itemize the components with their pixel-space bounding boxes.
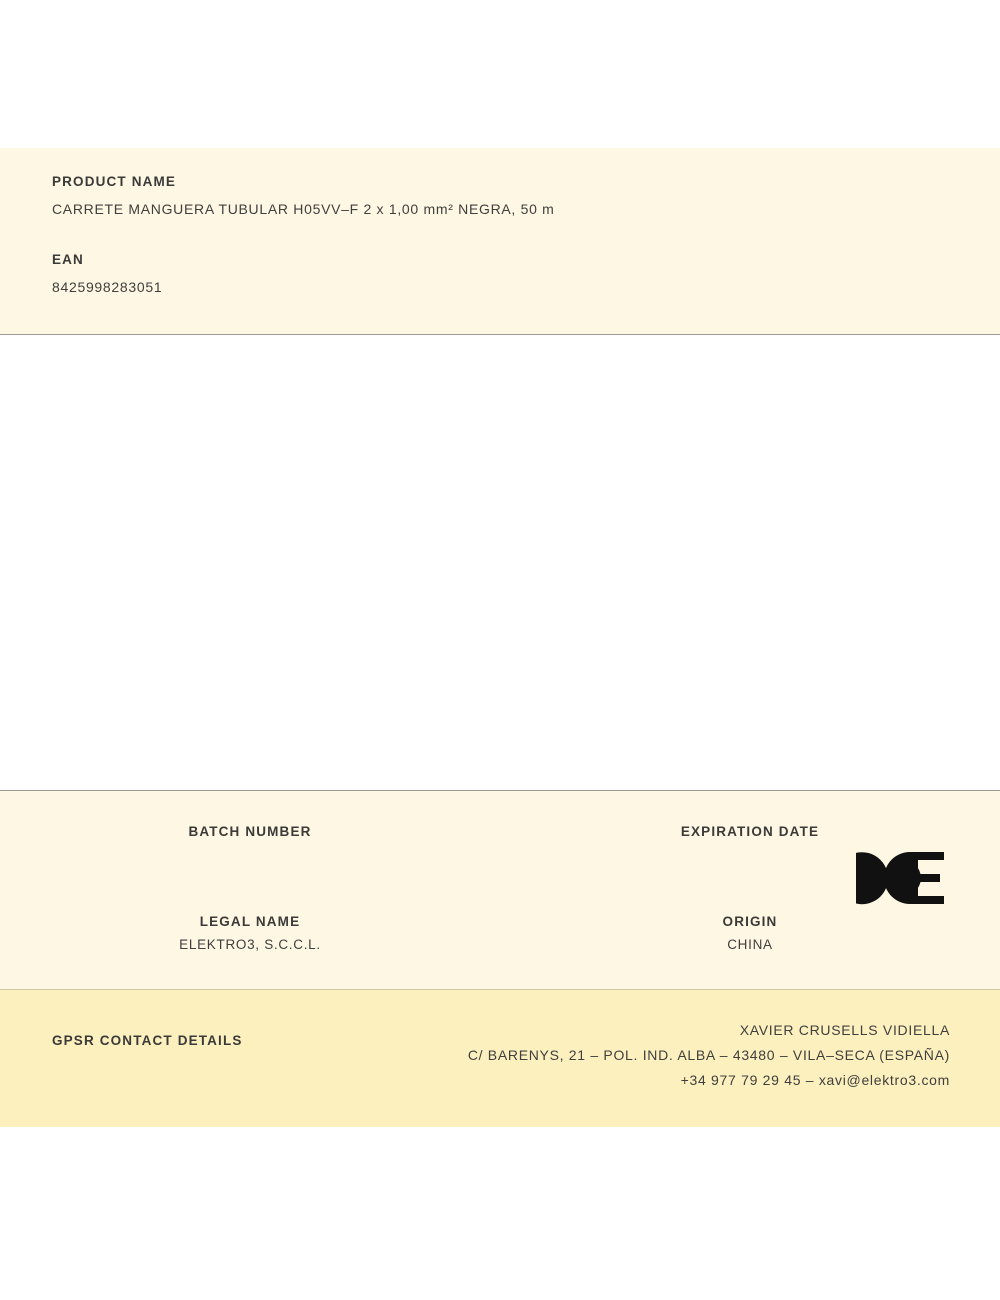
product-name-label: PRODUCT NAME: [52, 174, 177, 189]
legal-origin-row: [0, 914, 1000, 952]
legal-name-label: LEGAL NAME: [199, 914, 301, 929]
gpsr-contact-label: GPSR CONTACT DETAILS: [52, 1033, 243, 1048]
batch-expiration-row: [0, 824, 1000, 861]
compliance-info-band: [0, 790, 1000, 990]
gpsr-contact-band: [0, 990, 1000, 1127]
legal-name-cell: [0, 914, 500, 952]
batch-number-cell: [0, 824, 500, 861]
gpsr-contact-address: C/ BARENYS, 21 – POL. IND. ALBA – 43480 – VILA–SECA (ESPAÑA): [467, 1047, 950, 1063]
batch-number-label: BATCH NUMBER: [188, 824, 312, 839]
ean-value: 8425998283051: [52, 279, 163, 295]
blank-middle-region: [0, 335, 1000, 790]
origin-cell: [500, 914, 1000, 952]
blank-bottom-region: [0, 1127, 1000, 1300]
product-name-value: CARRETE MANGUERA TUBULAR H05VV–F 2 x 1,00 mm² NEGRA, 50 m: [52, 201, 555, 217]
expiration-date-label: EXPIRATION DATE: [680, 824, 820, 839]
gpsr-contact-lines: [468, 1022, 950, 1097]
ean-label: EAN: [52, 252, 84, 267]
batch-number-value: [0, 847, 500, 861]
ean-group: [52, 252, 948, 295]
product-info-inner: [0, 148, 1000, 295]
gpsr-contact-phone-email: +34 977 79 29 45 – xavi@elektro3.com: [680, 1072, 950, 1088]
legal-name-value: ELEKTRO3, S.C.C.L.: [179, 937, 321, 952]
product-info-band: [0, 148, 1000, 335]
gpsr-contact-person: XAVIER CRUSELLS VIDIELLA: [739, 1022, 950, 1038]
origin-label: ORIGIN: [722, 914, 778, 929]
ce-marking-icon: [856, 846, 946, 908]
origin-value: CHINA: [727, 937, 773, 952]
